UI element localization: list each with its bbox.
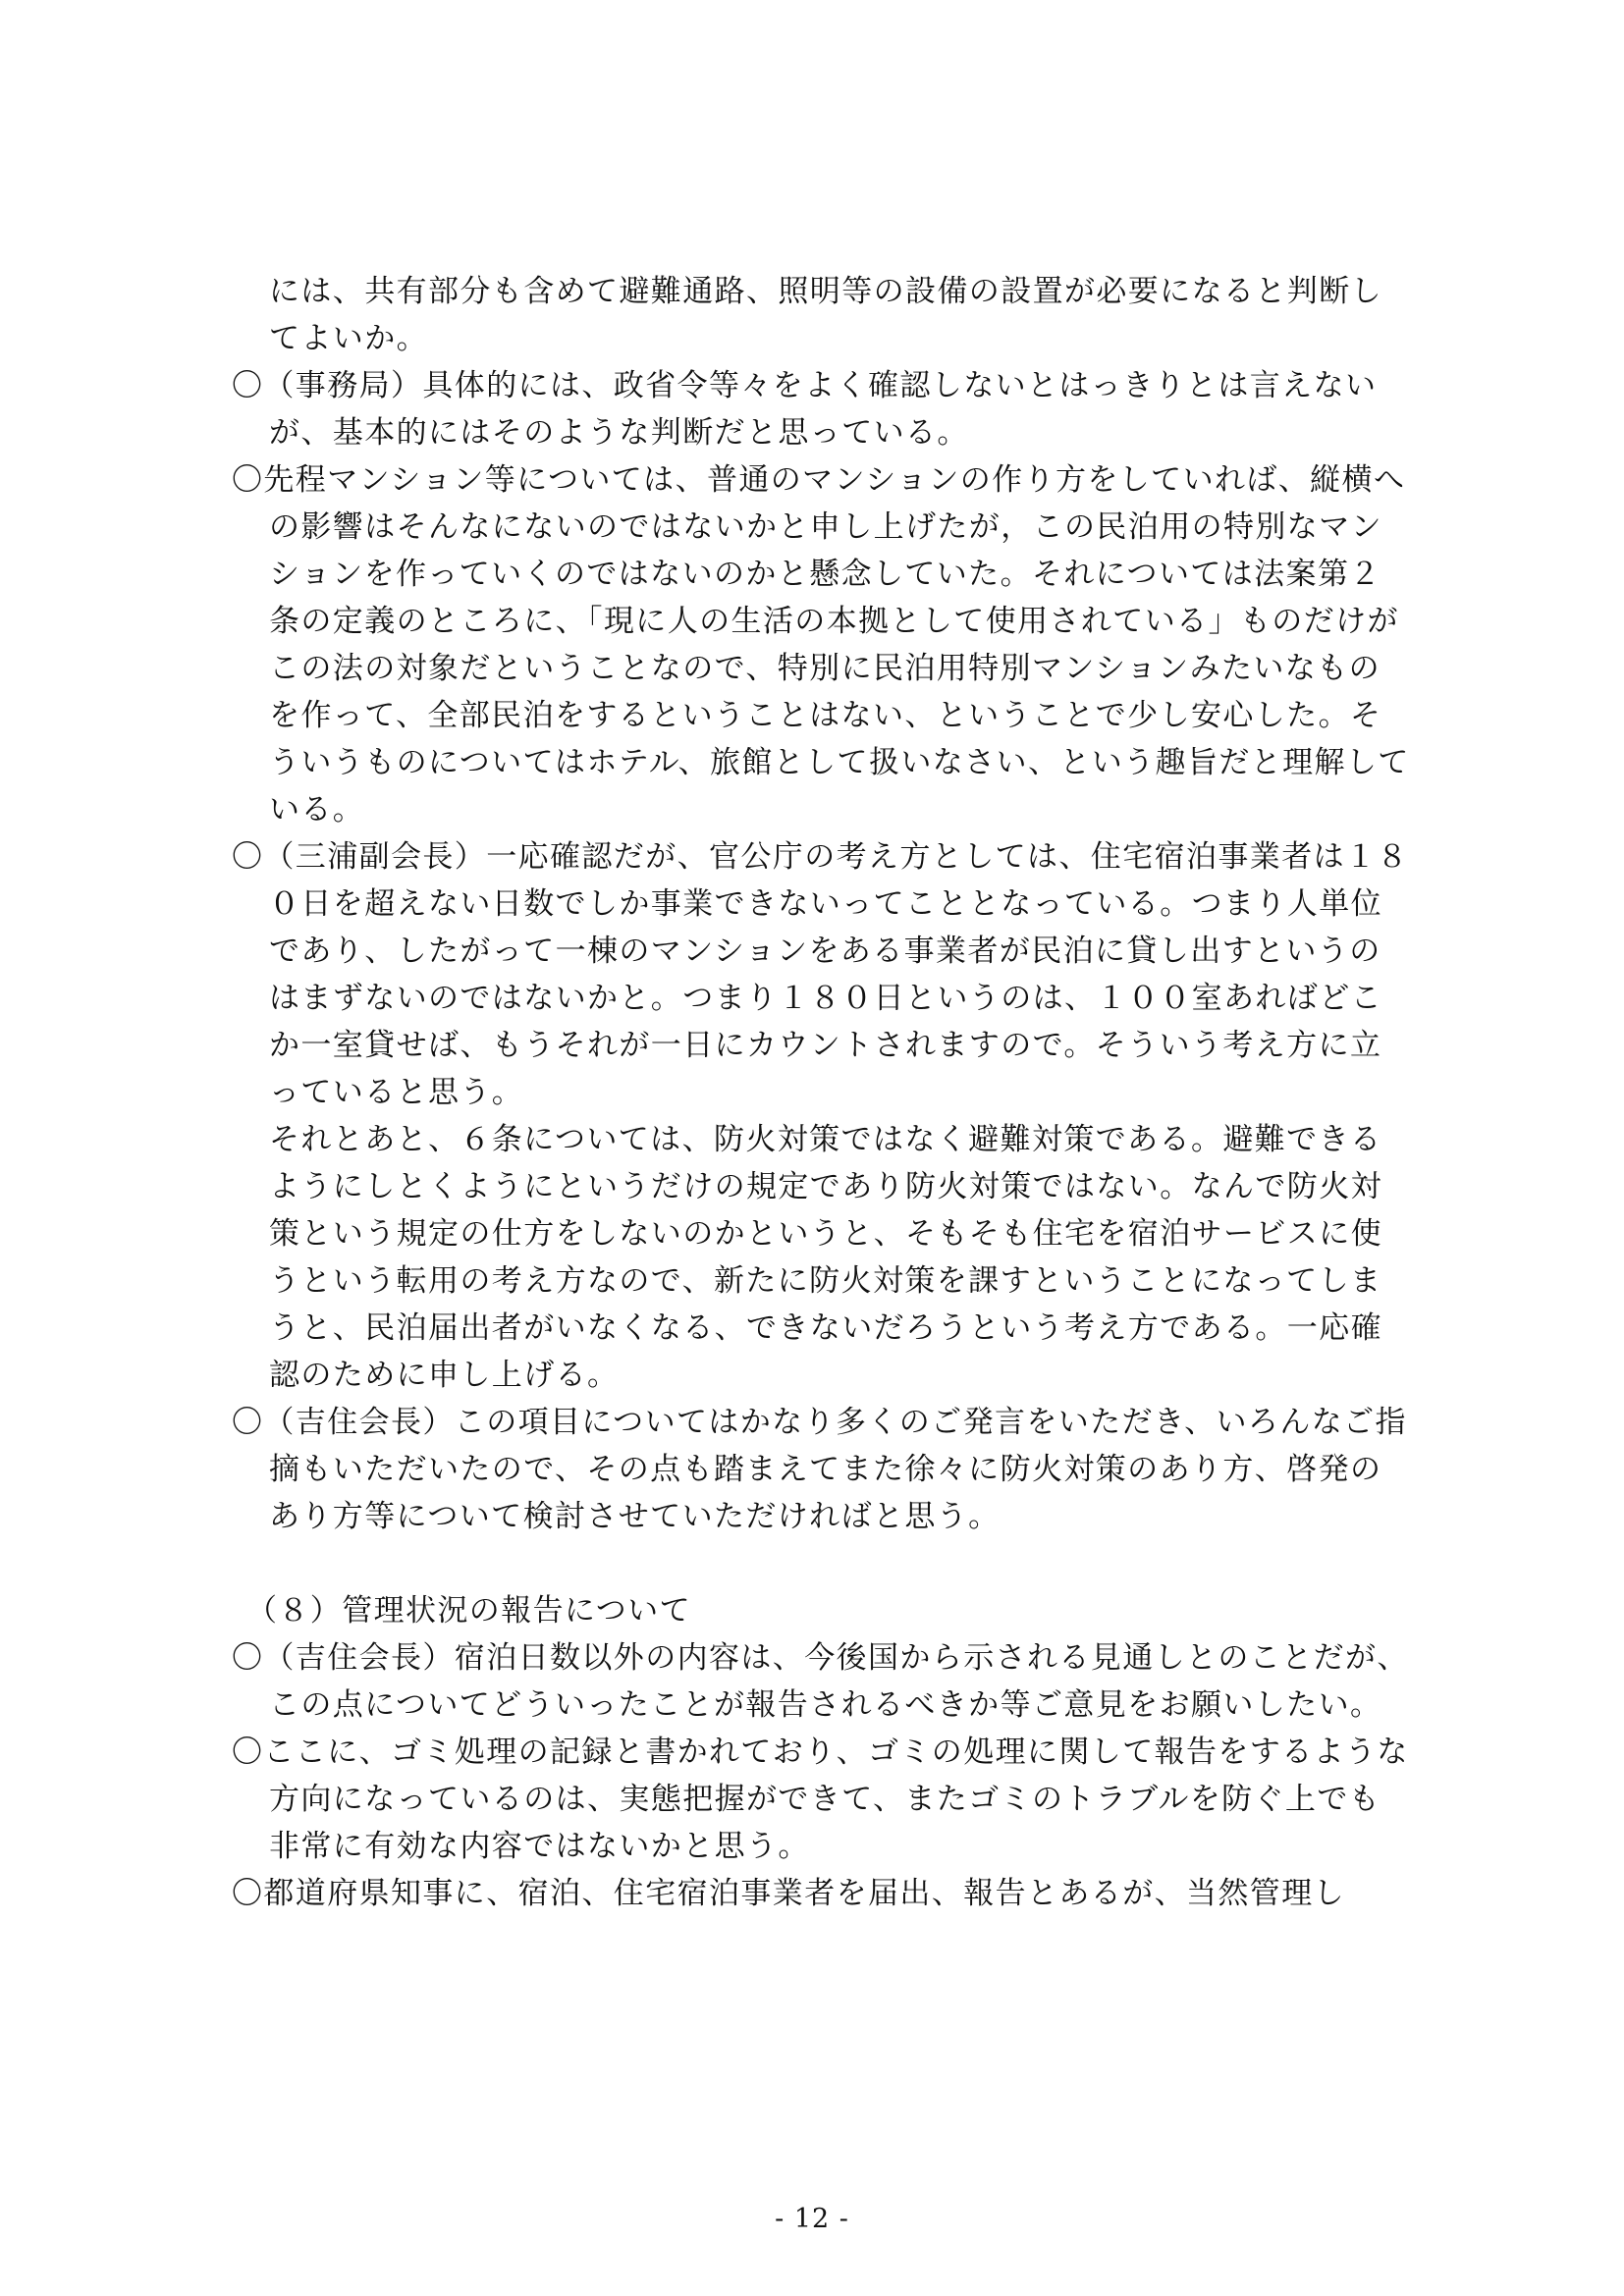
paragraph-chair-summary: 〇（吉住会長）この項目についてはかなり多くのご発言をいただき、いろんなご指摘もいただいたので、その点も踏まえてまた徐々に防火対策のあり方、啓発のあり方等について検討させていただければと思う。 bbox=[232, 1405, 1407, 1534]
paragraph-article-6-comment: それとあと、６条については、防火対策ではなく避難対策である。避難できるようにしとくようにというだけの規定であり防火対策ではない。なんで防火対策という規定の仕方をしないのかというと、そもそも住宅を宿泊サービスに使うという転用の考え方なので、新たに防火対策を課すということになってしまうと、民泊届出者がいなくなる、できないだろうという考え方である。一応確認のために申し上げる。 bbox=[269, 1122, 1382, 1393]
paragraph-governor-comment: 〇都道府県知事に、宿泊、住宅宿泊事業者を届出、報告とあるが、当然管理し bbox=[232, 1876, 1345, 1911]
paragraph-chair-question: 〇（吉住会長）宿泊日数以外の内容は、今後国から示される見通しとのことだが、この点についてどういったことが報告されるべきか等ご意見をお願いしたい。 bbox=[232, 1640, 1409, 1723]
document-body bbox=[232, 268, 1410, 1917]
paragraph-secretariat-answer: 〇（事務局）具体的には、政省令等々をよく確認しないとはっきりとは言えないが、基本的にはそのような判断だと思っている。 bbox=[232, 368, 1378, 451]
paragraph-garbage-comment: 〇ここに、ゴミ処理の記録と書かれており、ゴミの処理に関して報告をするような方向になっているのは、実態把握ができて、またゴミのトラブルを防ぐ上でも非常に有効な内容ではないかと思う。 bbox=[232, 1735, 1409, 1864]
page-number: - 12 - bbox=[775, 2204, 849, 2234]
paragraph-continuation: には、共有部分も含めて避難通路、照明等の設備の設置が必要になると判断してよいか。 bbox=[269, 274, 1382, 356]
section-spacer bbox=[232, 1540, 1410, 1587]
section-heading: （８）管理状況の報告について bbox=[246, 1593, 691, 1629]
paragraph-mansion-comment: 〇先程マンション等については、普通のマンションの作り方をしていれば、縦横への影響はそんなにないのではないかと申し上げたが，この民泊用の特別なマンションを作っていくのではないのかと懸念していた。それについては法案第２条の定義のところに、「現に人の生活の本拠として使用されている」ものだけがこの法の対象だということなので、特別に民泊用特別マンションみたいなものを作って、全部民泊をするということはない、ということで少し安心した。そういうものについてはホテル、旅館として扱いなさい、という趣旨だと理解している。 bbox=[232, 462, 1410, 828]
paragraph-vice-chair-comment: 〇（三浦副会長）一応確認だが、官公庁の考え方としては、住宅宿泊事業者は１８０日を超えない日数でしか事業できないってこととなっている。つまり人単位であり、したがって一棟のマンションをある事業者が民泊に貸し出すというのはまずないのではないかと。つまり１８０日というのは、１００室あればどこか一室貸せば、もうそれが一日にカウントされますので。そういう考え方に立っていると思う。 bbox=[232, 839, 1409, 1110]
